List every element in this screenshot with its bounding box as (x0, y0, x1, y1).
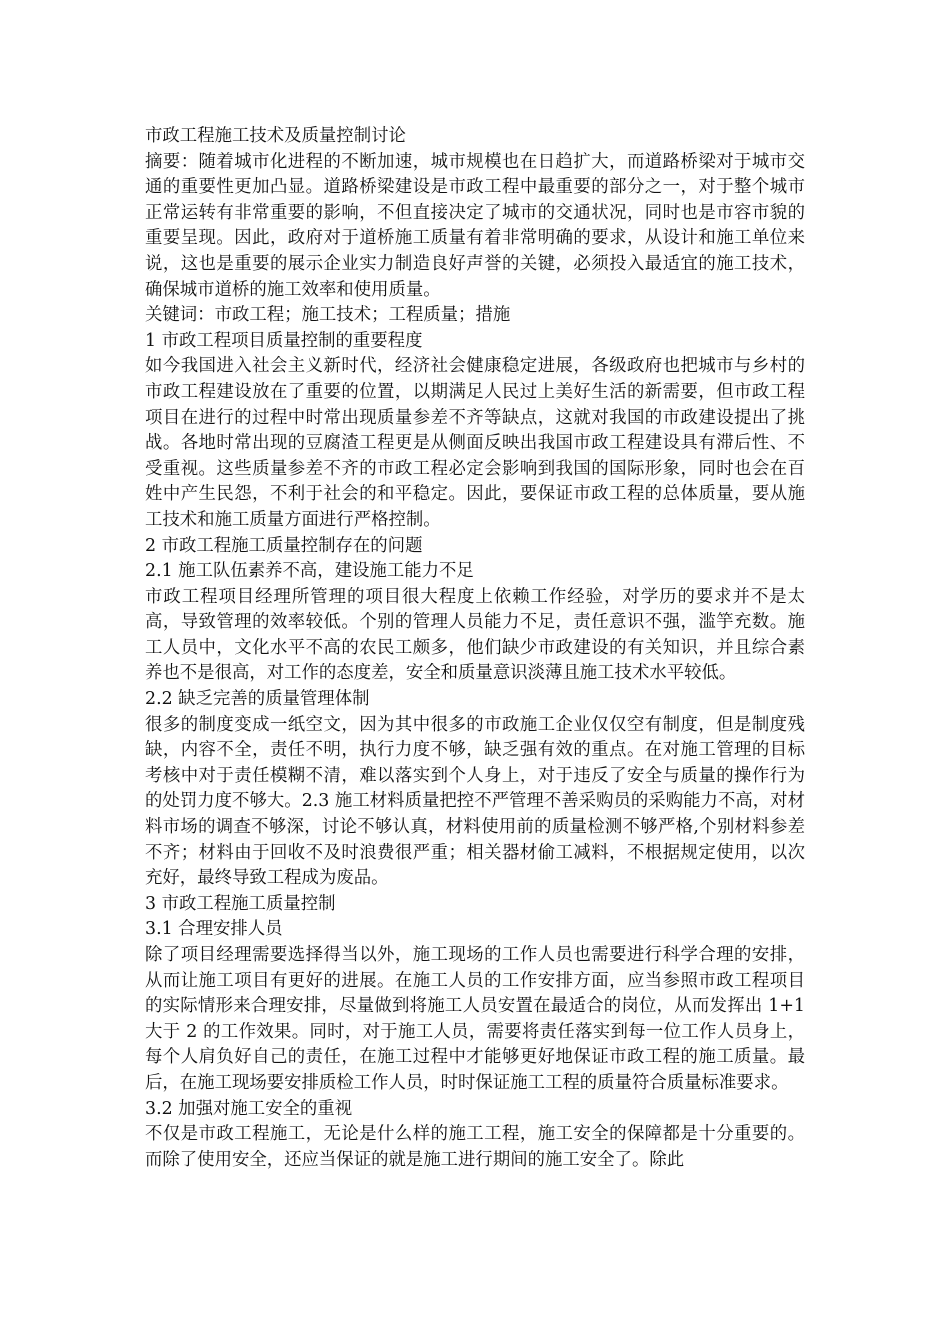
section-1-paragraph: 如今我国进入社会主义新时代，经济社会健康稳定进展，各级政府也把城市与乡村的市政工程建设放在了重要的位置，以期满足人民过上美好生活的新需要，但市政工程项目在进行的过程中时常出现质量参差不齐等缺点，这就对我国的市政建设提出了挑战。各地时常出现的豆腐渣工程更是从侧面反映出我国市政工程建设具有滞后性、不受重视。这些质量参差不齐的市政工程必定会影响到我国的国际形象，同时也会在百姓中产生民怨，不利于社会的和平稳定。因此，要保证市政工程的总体质量，要从施工技术和施工质量方面进行严格控制。 (145, 356, 805, 530)
section-2-1-paragraph: 市政工程项目经理所管理的项目很大程度上依赖工作经验，对学历的要求并不是太高，导致管理的效率较低。个别的管理人员能力不足，责任意识不强，滥竽充数。施工人员中，文化水平不高的农民工颇多，他们缺少市政建设的有关知识，并且综合素养也不是很高，对工作的态度差，安全和质量意识淡薄且施工技术水平较低。 (145, 586, 805, 684)
document-body (145, 124, 805, 1173)
section-2-2-heading: 2.2 缺乏完善的质量管理体制 (145, 689, 370, 710)
section-3-2-paragraph: 不仅是市政工程施工，无论是什么样的施工工程，施工安全的保障都是十分重要的。而除了使用安全，还应当保证的就是施工进行期间的施工安全了。除此 (145, 1124, 805, 1170)
section-3-1-paragraph: 除了项目经理需要选择得当以外，施工现场的工作人员也需要进行科学合理的安排，从而让施工项目有更好的进展。在施工人员的工作安排方面，应当参照市政工程项目的实际情形来合理安排，尽量做到将施工人员安置在最适合的岗位，从而发挥出 1+1 大于 2 的工作效果。同时，对于施工人员，需要将责任落实到每一位工作人员身上，每个人肩负好自己的责任，在施工过程中才能够更好地保证市政工程的施工质量。最后，在施工现场要安排质检工作人员，时时保证施工工程的质量符合质量标准要求。 (145, 945, 805, 1093)
section-3-heading: 3 市政工程施工质量控制 (145, 893, 336, 914)
document-title: 市政工程施工技术及质量控制讨论 (145, 126, 406, 146)
section-2-2-paragraph: 很多的制度变成一纸空文，因为其中很多的市政施工企业仅仅空有制度，但是制度残缺，内容不全，责任不明，执行力度不够，缺乏强有效的重点。在对施工管理的目标考核中对于责任模糊不清，难以落实到个人身上，对于违反了安全与质量的操作行为的处罚力度不够大。2.3 施工材料质量把控不严管理不善采购员的采购能力不高，对材料市场的调查不够深，讨论不够认真，材料使用前的质量检测不够严格,个别材料参差不齐；材料由于回收不及时浪费很严重；相关器材偷工减料，不根据规定使用，以次充好，最终导致工程成为废品。 (145, 714, 805, 889)
abstract-paragraph: 摘要：随着城市化进程的不断加速，城市规模也在日趋扩大，而道路桥梁对于城市交通的重要性更加凸显。道路桥梁建设是市政工程中最重要的部分之一，对于整个城市正常运转有非常重要的影响，不但直接决定了城市的交通状况，同时也是市容市貌的重要呈现。因此，政府对于道桥施工质量有着非常明确的要求，从设计和施工单位来说，这也是重要的展示企业实力制造良好声誉的关键，必须投入最适宜的施工技术，确保城市道桥的施工效率和使用质量。 (145, 151, 805, 300)
section-3-2-heading: 3.2 加强对施工安全的重视 (145, 1098, 353, 1119)
section-3-1-heading: 3.1 合理安排人员 (145, 919, 283, 940)
keywords-line: 关键词：市政工程；施工技术；工程质量；措施 (145, 305, 511, 326)
section-2-1-heading: 2.1 施工队伍素养不高，建设施工能力不足 (145, 561, 474, 582)
section-2-heading: 2 市政工程施工质量控制存在的问题 (145, 535, 423, 556)
section-1-heading: 1 市政工程项目质量控制的重要程度 (145, 330, 423, 351)
